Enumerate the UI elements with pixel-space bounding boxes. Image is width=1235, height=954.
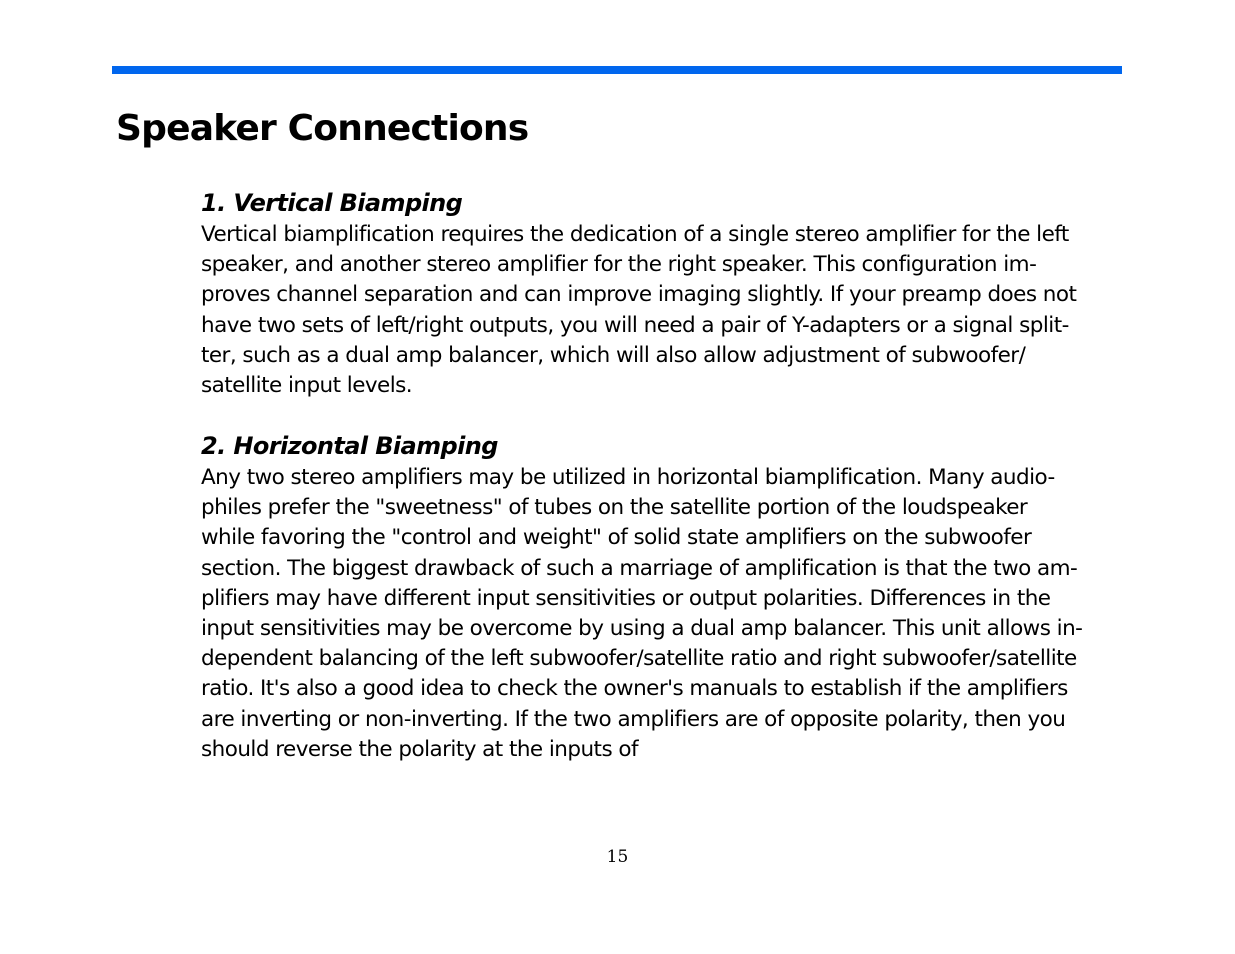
body-line: dependent balancing of the left subwoofer/satellite ratio and right subwoofer/satellite xyxy=(201,646,1077,672)
page-title: Speaker Connections xyxy=(116,108,529,149)
body-line: ter, such as a dual amp balancer, which will also allow adjustment of subwoofer/ xyxy=(201,342,1026,368)
body-line: philes prefer the "sweetness" of tubes on the satellite portion of the loudspeaker xyxy=(201,495,1028,521)
body-line: section. The biggest drawback of such a marriage of amplification is that the two am- xyxy=(201,555,1078,581)
top-rule xyxy=(112,66,1122,74)
section-vertical-biamping xyxy=(201,186,1151,401)
body-line: satellite input levels. xyxy=(201,373,413,399)
body-line: speaker, and another stereo amplifier for the right speaker. This configuration im- xyxy=(201,252,1037,278)
body-line: are inverting or non-inverting. If the two amplifiers are of opposite polarity, then you xyxy=(201,706,1066,732)
section-horizontal-biamping xyxy=(201,429,1151,765)
body-line: Any two stereo amplifiers may be utilized in horizontal biamplification. Many audio- xyxy=(201,465,1055,490)
section-heading: 1. Vertical Biamping xyxy=(201,189,463,217)
body-line: proves channel separation and can improve imaging slightly. If your preamp does not xyxy=(201,282,1077,308)
section-heading: 2. Horizontal Biamping xyxy=(201,432,498,460)
body-line: ratio. It's also a good idea to check the owner's manuals to establish if the amplifiers xyxy=(201,676,1068,702)
body-line: have two sets of left/right outputs, you will need a pair of Y-adapters or a signal split- xyxy=(201,312,1069,338)
section-body xyxy=(201,463,1151,765)
body-line: should reverse the polarity at the inputs of xyxy=(201,736,639,762)
page-number: 15 xyxy=(606,847,629,867)
body-line: plifiers may have different input sensitivities or output polarities. Differences in the xyxy=(201,585,1051,611)
body-line: Vertical biamplification requires the dedication of a single stereo amplifier for the left xyxy=(201,222,1069,247)
body-line: input sensitivities may be overcome by using a dual amp balancer. This unit allows in- xyxy=(201,616,1083,642)
section-body xyxy=(201,220,1151,401)
body-line: while favoring the "control and weight" of solid state amplifiers on the subwoofer xyxy=(201,525,1032,551)
